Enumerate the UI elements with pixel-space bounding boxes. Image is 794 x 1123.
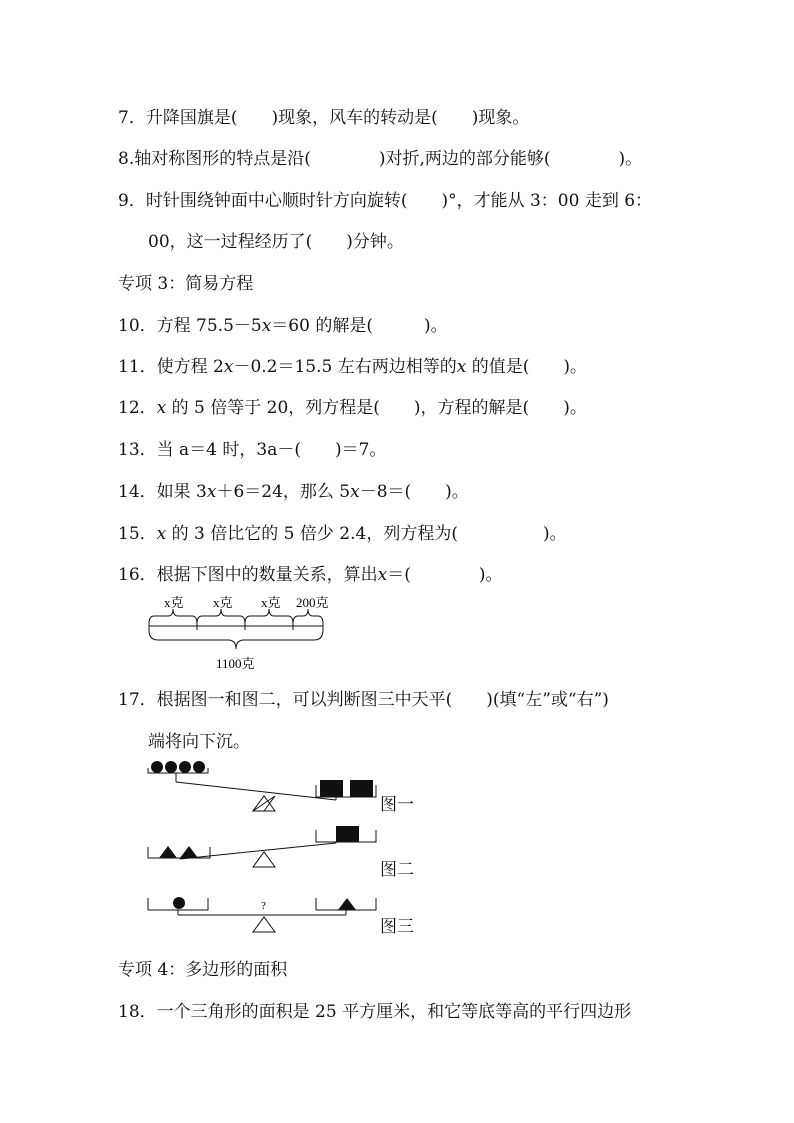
section-3-text: 专项 3：简易方程 xyxy=(118,274,254,294)
q14-line xyxy=(118,481,469,503)
fig2-fulcrum-tri xyxy=(253,852,275,867)
q14-text-b: ＋6＝24，那么 5 xyxy=(216,482,351,502)
fig2-square xyxy=(336,826,359,842)
q11-var-2: x xyxy=(456,357,467,377)
label-total: 1100克 xyxy=(216,656,255,671)
q8-text: 8.轴对称图形的特点是沿( )对折,两边的部分能够( )。 xyxy=(118,149,643,169)
fig2-triangle-1 xyxy=(159,846,177,858)
fig3-triangle xyxy=(338,898,356,910)
q15-text-b: 的 3 倍比它的 5 倍少 2.4，列方程为( )。 xyxy=(166,524,567,544)
q15-var: x xyxy=(156,524,167,544)
q9-text-2: 00，这一过程经历了( )分钟。 xyxy=(148,232,404,252)
q12-text-b: 的 5 倍等于 20，列方程是( )，方程的解是( )。 xyxy=(166,398,587,418)
q16-text-a: 16．根据下图中的数量关系，算出 xyxy=(118,565,378,585)
q16-text-b: ＝( )。 xyxy=(387,565,503,585)
fig1-circle-1 xyxy=(151,761,163,773)
q16-line xyxy=(118,564,503,586)
q9-line-2 xyxy=(148,231,404,253)
q17-line-1 xyxy=(118,689,609,711)
q7-line xyxy=(118,107,529,129)
fig1-square-2 xyxy=(350,780,373,797)
q14-var-1: x xyxy=(206,482,217,502)
fig1-square-1 xyxy=(320,780,343,797)
q14-var-2: x xyxy=(350,482,360,502)
q9-line-1 xyxy=(118,190,652,212)
q11-text-b: －0.2＝15.5 左右两边相等的 xyxy=(233,357,457,377)
fig1-label: 图一 xyxy=(380,795,414,815)
q11-text-c: 的值是( )。 xyxy=(466,357,588,377)
fig3-question-mark: ? xyxy=(261,900,266,912)
fig1-circle-3 xyxy=(179,761,191,773)
label-x-1: x克 xyxy=(164,596,184,610)
q12-text-a: 12． xyxy=(118,398,157,418)
q8-line xyxy=(118,148,642,170)
brace-top-2 xyxy=(197,609,245,624)
fig3-circle xyxy=(173,897,185,909)
section-4-heading xyxy=(118,959,287,981)
q15-line xyxy=(118,523,567,545)
q16-segment-diagram xyxy=(140,596,340,678)
q17-text-1: 17．根据图一和图二，可以判断图三中天平( )(填“左”或“右”) xyxy=(118,690,609,710)
fig1-circle-2 xyxy=(165,761,177,773)
q14-text-a: 14．如果 3 xyxy=(118,482,207,502)
q10-text-b: ＝60 的解是( )。 xyxy=(271,316,448,336)
q16-var: x xyxy=(377,565,388,585)
q11-text-a: 11．使方程 2 xyxy=(118,357,224,377)
fig2-triangle-2 xyxy=(180,846,198,858)
q18-text: 18．一个三角形的面积是 25 平方厘米，和它等底等高的平行四边形 xyxy=(118,1002,632,1022)
q15-text-a: 15． xyxy=(118,524,157,544)
q12-var: x xyxy=(156,398,167,418)
q13-text: 13．当 a＝4 时，3a－( )＝7。 xyxy=(118,440,387,460)
section-3-heading xyxy=(118,273,253,295)
q14-text-c: －8＝( )。 xyxy=(359,482,469,502)
fig2-label: 图二 xyxy=(380,860,414,880)
fig1-fulcrum xyxy=(253,796,275,811)
q17-line-2 xyxy=(148,731,250,753)
q18-line xyxy=(118,1001,631,1023)
label-200: 200克 xyxy=(296,596,329,610)
q10-line xyxy=(118,315,448,337)
fig2-beam xyxy=(180,843,336,859)
fig3-fulcrum-tri xyxy=(253,917,275,932)
brace-top-1 xyxy=(149,609,197,624)
q10-var: x xyxy=(261,316,272,336)
q9-text-1: 9．时针围绕钟面中心顺时针方向旋转( )°，才能从 3：00 走到 6： xyxy=(118,191,653,211)
q12-line xyxy=(118,397,587,419)
q7-text: 7．升降国旗是( )现象，风车的转动是( )现象。 xyxy=(118,108,530,128)
q10-text-a: 10．方程 75.5－5 xyxy=(118,316,262,336)
brace-bottom xyxy=(149,630,323,649)
fig3-label: 图三 xyxy=(380,917,414,937)
brace-top-3 xyxy=(245,609,293,624)
fig1-beam xyxy=(176,782,336,800)
fig1-circle-4 xyxy=(193,761,205,773)
fig2-left-pan xyxy=(148,847,210,858)
q17-text-2: 端将向下沉。 xyxy=(148,732,250,752)
label-x-2: x克 xyxy=(213,596,233,610)
section-4-text: 专项 4：多边形的面积 xyxy=(118,960,288,980)
q11-line xyxy=(118,356,587,378)
q11-var-1: x xyxy=(223,357,234,377)
q13-line xyxy=(118,439,386,461)
brace-top-4 xyxy=(293,609,323,624)
label-x-3: x克 xyxy=(261,596,281,610)
